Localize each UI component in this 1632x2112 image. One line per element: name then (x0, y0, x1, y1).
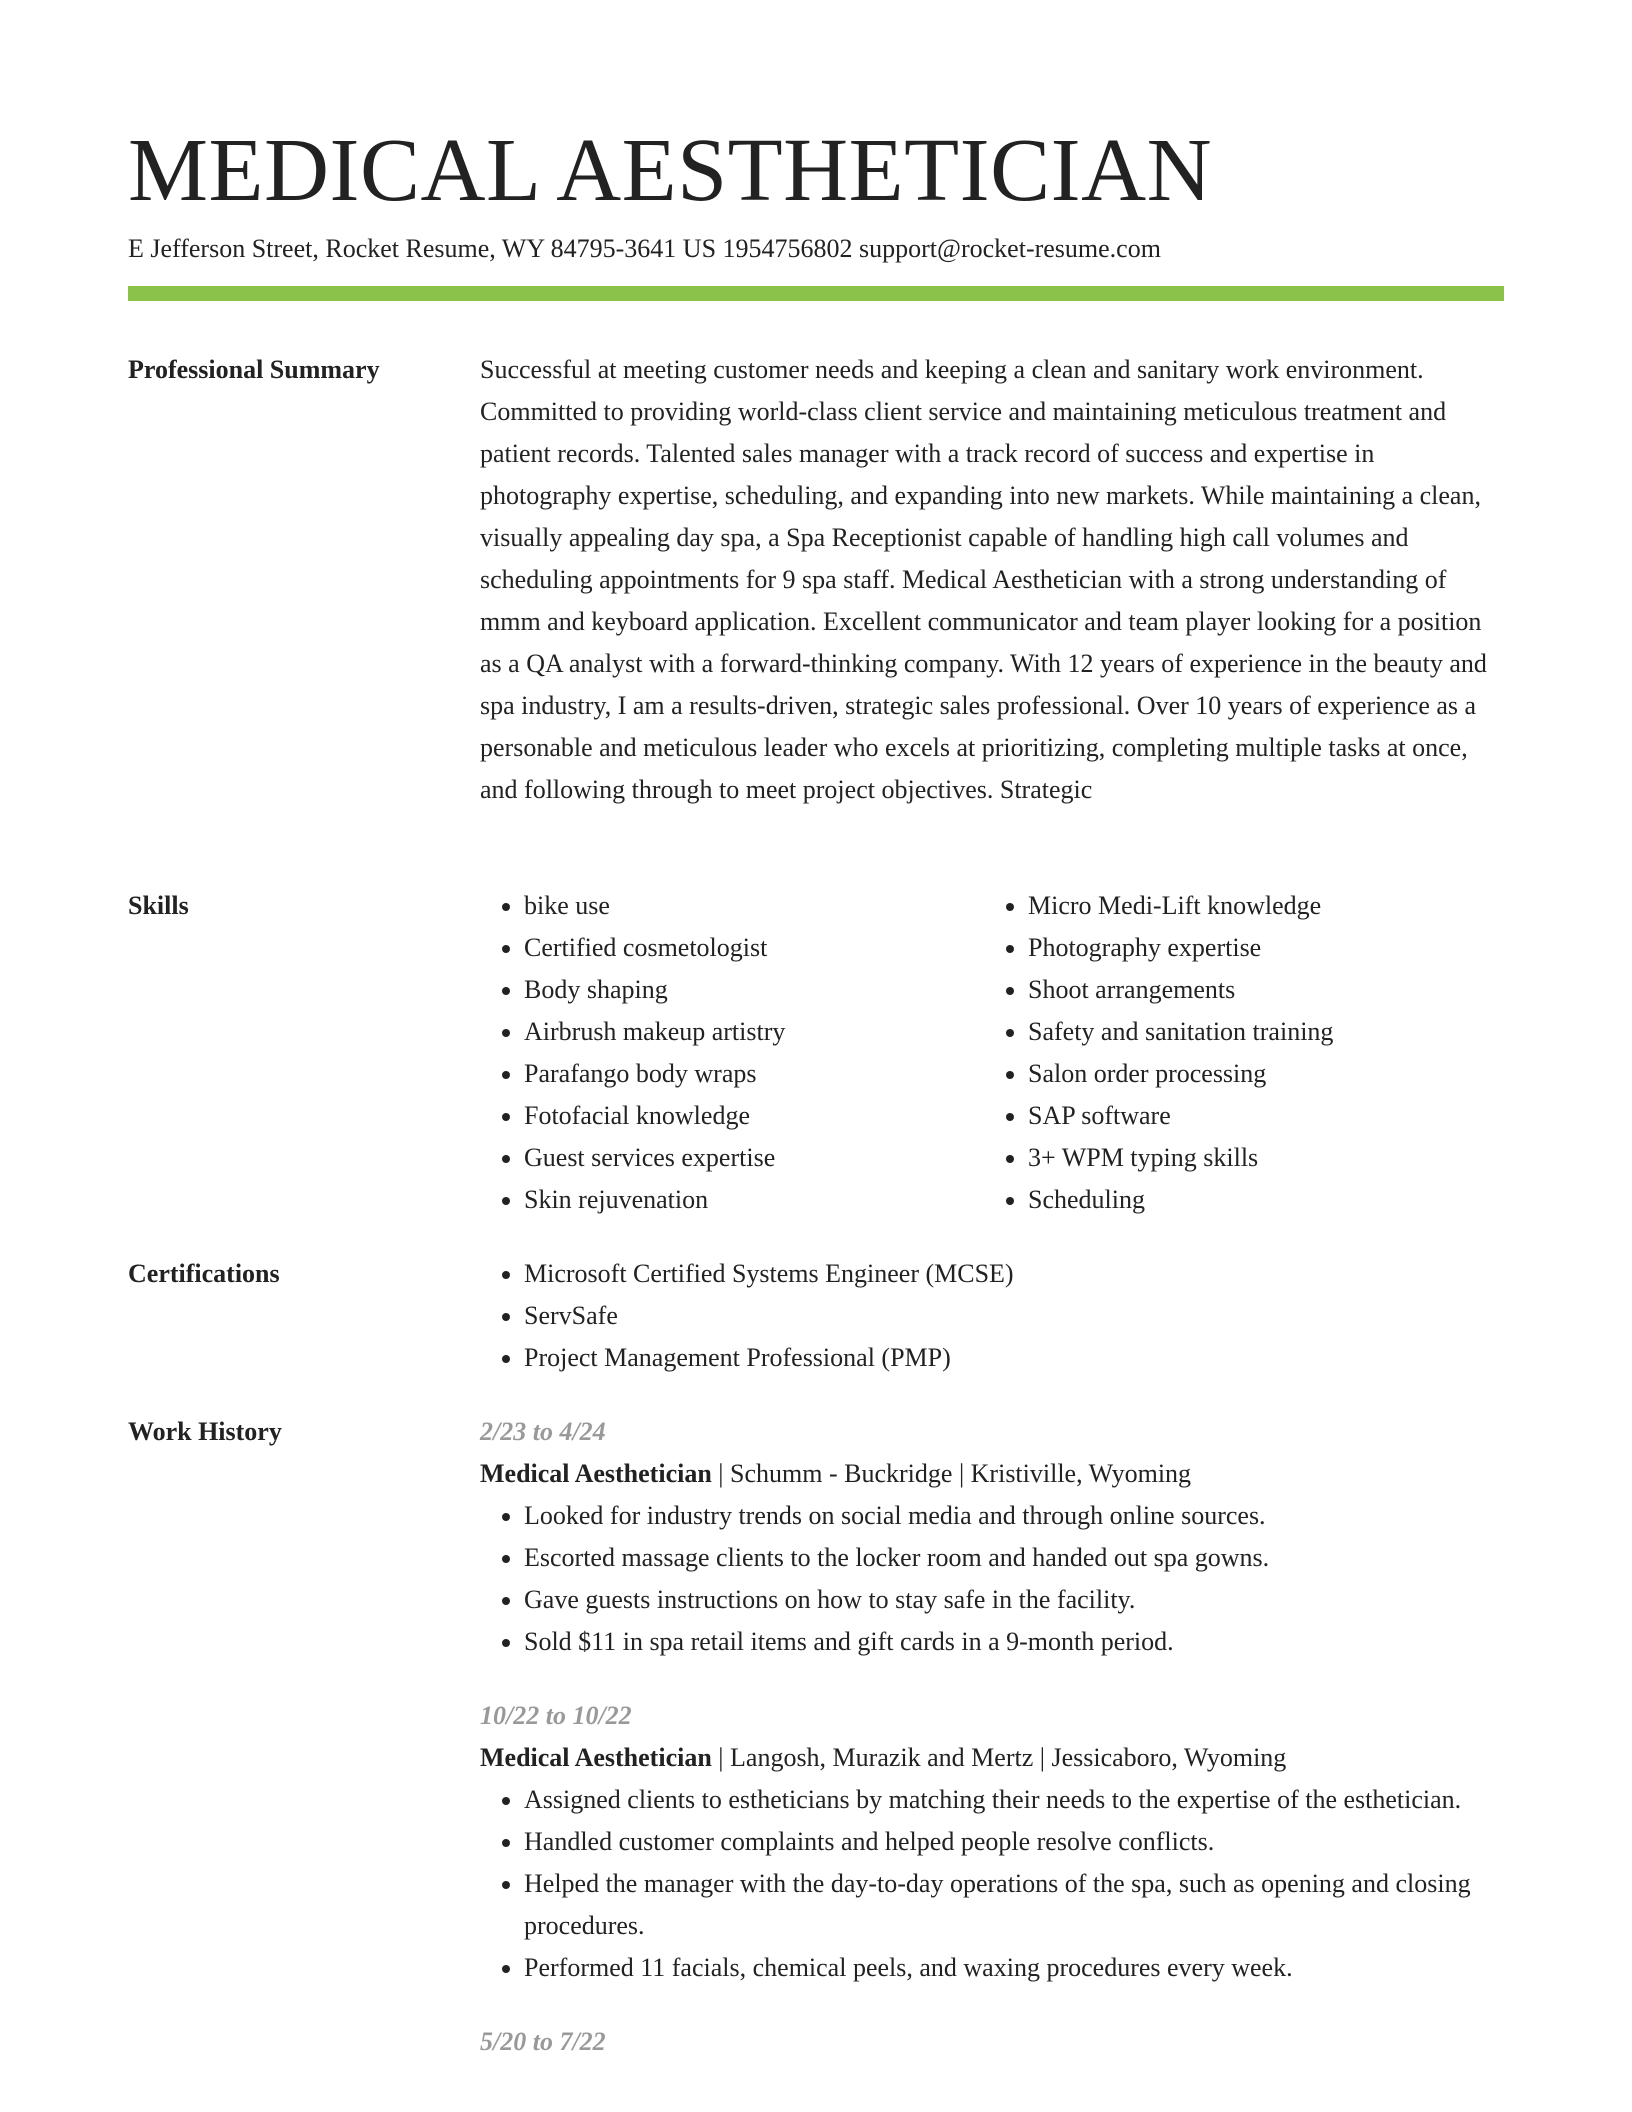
skill-item: • Skin rejuvenation (524, 1179, 984, 1221)
job-separator: | (1033, 1743, 1052, 1772)
skills-list-right (984, 885, 1488, 1221)
work-history-body (480, 1411, 1504, 2063)
job-company: Schumm - Buckridge (730, 1459, 953, 1488)
skill-item: • Airbrush makeup artistry (524, 1011, 984, 1053)
job-bullets (480, 1779, 1504, 1989)
summary-text: Successful at meeting customer needs and keeping a clean and sanitary work environment. Committed to providing world-class client service and maintaining meticulous treatment and patient records. Talented sales manager with a track record of success and expertise in photography expertise, scheduling, and expanding into new markets. While maintaining a clean, visually appealing day spa, a Spa Receptionist capable of handling high call volumes and scheduling appointments for 9 spa staff. Medical Aesthetician with a strong understanding of mmm and keyboard application. Excellent communicator and team player looking for a position as a QA analyst with a forward-thinking company. With 12 years of experience in the beauty and spa industry, I am a results-driven, strategic sales professional. Over 10 years of experience as a personable and meticulous leader who excels at prioritizing, completing multiple tasks at once, and following through to meet project objectives. Strategic (480, 355, 1487, 804)
skill-item: • Salon order processing (1028, 1053, 1488, 1095)
job-company: Langosh, Murazik and Mertz (730, 1743, 1034, 1772)
job-bullet: • Gave guests instructions on how to stay safe in the facility. (524, 1579, 1504, 1621)
job-dates: 5/20 to 7/22 (480, 2027, 606, 2056)
job-entry (480, 1695, 1504, 1989)
job-bullet: • Assigned clients to estheticians by matching their needs to the expertise of the esthetician. (524, 1779, 1504, 1821)
job-bullets (480, 1495, 1504, 1663)
skill-item: • Certified cosmetologist (524, 927, 984, 969)
summary-heading: Professional Summary (128, 355, 380, 384)
job-bullet: • Sold $11 in spa retail items and gift cards in a 9-month period. (524, 1621, 1504, 1663)
certifications-list (480, 1253, 1504, 1379)
resume-title: MEDICAL AESTHETICIAN (128, 121, 1213, 220)
job-location: Jessicaboro, Wyoming (1051, 1743, 1287, 1772)
skill-item: • Scheduling (1028, 1179, 1488, 1221)
job-separator: | (952, 1459, 971, 1488)
skill-item: • Safety and sanitation training (1028, 1011, 1488, 1053)
job-entry (480, 2021, 1504, 2063)
skills-column-right (984, 885, 1488, 1221)
skill-item: • Body shaping (524, 969, 984, 1011)
skills-column-left (480, 885, 984, 1221)
job-separator: | (711, 1743, 731, 1772)
skills-body (480, 885, 1504, 1221)
contact-line: E Jefferson Street, Rocket Resume, WY 84795-3641 US 1954756802 support@rocket-resume.com (128, 234, 1161, 263)
certification-item: • ServSafe (524, 1295, 1504, 1337)
job-location: Kristiville, Wyoming (970, 1459, 1192, 1488)
job-bullet: • Looked for industry trends on social media and through online sources. (524, 1495, 1504, 1537)
skill-item: • Fotofacial knowledge (524, 1095, 984, 1137)
skill-item: • Micro Medi-Lift knowledge (1028, 885, 1488, 927)
job-separator: | (711, 1459, 731, 1488)
certification-item: • Project Management Professional (PMP) (524, 1337, 1504, 1379)
certifications-body (480, 1253, 1504, 1379)
job-dates: 10/22 to 10/22 (480, 1701, 632, 1730)
skill-item: • bike use (524, 885, 984, 927)
job-dates: 2/23 to 4/24 (480, 1417, 606, 1446)
certifications-heading: Certifications (128, 1259, 280, 1288)
summary-body (480, 349, 1504, 811)
job-bullet: • Handled customer complaints and helped people resolve conflicts. (524, 1821, 1504, 1863)
job-bullet: • Escorted massage clients to the locker room and handed out spa gowns. (524, 1537, 1504, 1579)
certification-item: • Microsoft Certified Systems Engineer (MCSE) (524, 1253, 1504, 1295)
job-entry (480, 1411, 1504, 1663)
job-title-line (480, 1453, 1504, 1495)
skill-item: • Photography expertise (1028, 927, 1488, 969)
header-divider (128, 286, 1504, 301)
skills-list-left (480, 885, 984, 1221)
skills-grid (480, 885, 1504, 1221)
job-title-line (480, 1737, 1504, 1779)
skill-item: • 3+ WPM typing skills (1028, 1137, 1488, 1179)
job-bullet: • Helped the manager with the day-to-day operations of the spa, such as opening and closing procedures. (524, 1863, 1504, 1947)
job-bullet: • Performed 11 facials, chemical peels, and waxing procedures every week. (524, 1947, 1504, 1989)
skills-heading: Skills (128, 891, 189, 920)
skill-item: • Guest services expertise (524, 1137, 984, 1179)
job-title: Medical Aesthetician (480, 1743, 712, 1772)
skill-item: • SAP software (1028, 1095, 1488, 1137)
skill-item: • Parafango body wraps (524, 1053, 984, 1095)
job-title: Medical Aesthetician (480, 1459, 712, 1488)
skill-item: • Shoot arrangements (1028, 969, 1488, 1011)
work-history-heading: Work History (128, 1417, 282, 1446)
